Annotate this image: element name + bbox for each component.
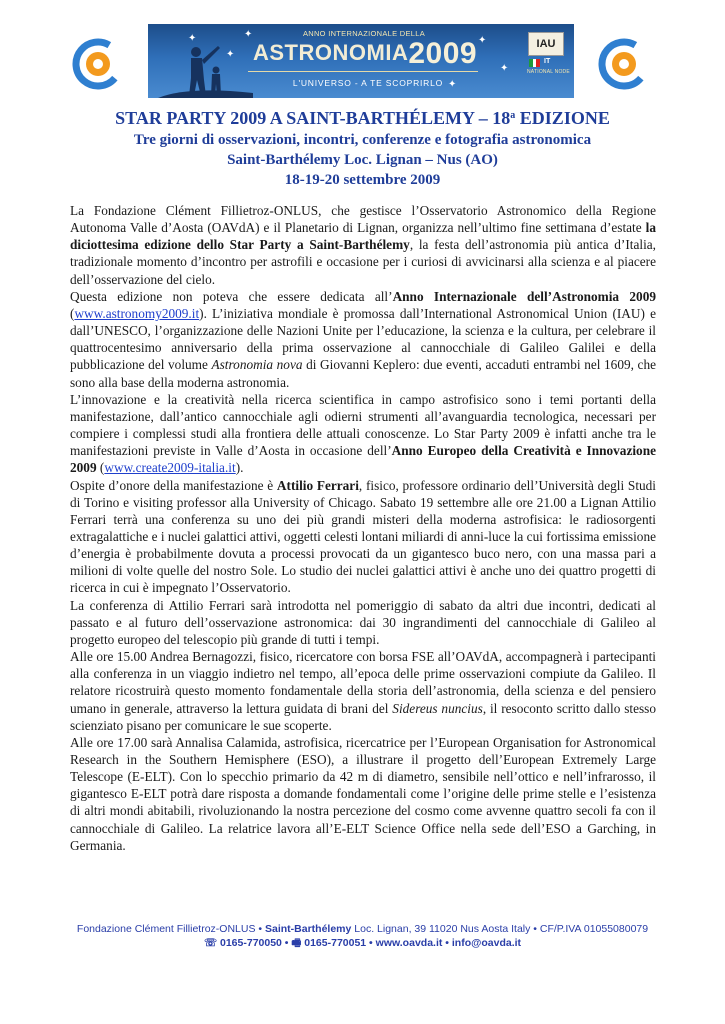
text-run-bold: Anno Europeo della Creatività e Innovazione 2009 xyxy=(70,443,656,476)
article-body xyxy=(70,202,656,854)
paragraph: La conferenza di Attilio Ferrari sarà introdotta nel pomeriggio di sabato da altri due incontri, dedicati al passato e al futuro dell’osservazione astronomica: dai 30 ingrandimenti del cannocchiale di Galileo al progetto europeo del telescopio più grande di tutti i tempi. xyxy=(70,597,656,647)
footer-fax: 0165-770051 xyxy=(301,937,367,949)
banner-top-text: ANNO INTERNAZIONALE DELLA xyxy=(302,29,426,38)
iau-logo: IAU xyxy=(528,32,564,56)
text-run: La Fondazione Clément Fillietroz-ONLUS, che gestisce l’Osservatorio Astronomico della Regione Autonoma Valle d’Aosta (OAVdA) e il Planetario di Lignan, organizza nell’ultimo fine settimana d’estate xyxy=(70,203,656,236)
footer-bullet: • xyxy=(366,937,376,949)
title-superscript: a xyxy=(510,110,516,121)
text-run: ( xyxy=(70,305,75,321)
text-run-bold: Anno Internazionale dell’Astronomia 2009 xyxy=(392,288,656,304)
footer-bullet: • xyxy=(530,923,540,935)
footer-vat: CF/P.IVA 01055080079 xyxy=(539,923,649,935)
footer-address-line xyxy=(0,922,725,936)
text-run: Ospite d’onore della manifestazione è xyxy=(70,477,277,493)
footer-website-link[interactable]: www.oavda.it xyxy=(375,937,443,949)
text-run-bold: Attilio Ferrari xyxy=(276,477,359,493)
event-dates: 18-19-20 settembre 2009 xyxy=(284,172,441,188)
paragraph xyxy=(70,648,656,734)
oavda-logo-icon xyxy=(598,38,650,90)
title-prefix: STAR PARTY 2009 A SAINT-BARTHÉLEMY – 18 xyxy=(115,108,511,128)
text-run-italic: Astronomia nova xyxy=(211,357,303,373)
footer-contact-line xyxy=(0,936,725,950)
title-suffix: EDIZIONE xyxy=(515,108,610,128)
banner-tagline: L'UNIVERSO - A TE SCOPRIRLO xyxy=(292,78,444,88)
page-title xyxy=(0,104,725,130)
banner-title xyxy=(253,37,477,71)
footer-bullet: • xyxy=(281,937,292,949)
title-block xyxy=(0,104,725,190)
text-run: , fisico, professore ordinario dell’Università degli Studi di Torino e visiting professor alla University of Chicago. Sabato 19 settembre alle ore 21.00 a Lignan Attilio Ferrari terrà una conferenza su uno dei più grandi misteri della moderna astrofisica: le radiosorgenti extragalattiche e i nuclei galattici attivi, oggetti celesti lontani miliardi di anni-luce la cui fortissima emissione d’energia è probabilmente dovuta a processi provocati da un gigantesco buco nero, con una massa pari a milioni di volte quelle del nostro Sole. Lo studio dei nuclei galattici attivi è anche uno dei quattro progetti di ricerca in cui è impegnato l’Osservatorio. xyxy=(70,477,657,596)
header xyxy=(0,24,725,98)
footer-address: Loc. Lignan, 39 11020 Nus Aosta Italy xyxy=(351,923,531,935)
text-run: Questa edizione non poteva che essere dedicata all’ xyxy=(70,288,393,304)
text-run: L’innovazione e la creatività nella ricerca scientifica in campo astrofisico sono i temi portanti della manifestazione, dall’antico cannocchiale agli odierni strumenti all’avanguardia tecnologica, necessari per compiere i complessi studi alla frontiera delle attuali conoscenze. Lo Star Party 2009 è infatti anche tra le manifestazioni previste in Valle d’Aosta in occasione dell’ xyxy=(70,391,656,459)
subtitle: Tre giorni di osservazioni, incontri, conferenze e fotografia astronomica xyxy=(133,132,592,148)
text-run: , la festa dell’astronomia più antica d’Italia, tradizionale momento d’incontro per astrofili e occasione per i curiosi di avvicinarsi alla scienza e al piacere dell’osservazione del cielo. xyxy=(70,237,656,287)
text-run: Alle ore 15.00 Andrea Bernagozzi, fisico, ricercatore con borsa FSE all’OAVdA, accompagnerà i partecipanti alla conferenza in un viaggio indietro nel tempo, all’epoca delle prime osservazioni compiute da Galileo. Il relatore ricostruirà questo momento fondamentale della storia dell’astronomia, della scienza e del pensiero umano in generale, attraverso la lettura guidata di brani del xyxy=(70,649,656,716)
paragraph xyxy=(70,202,656,288)
country-code: IT xyxy=(544,58,551,65)
footer-bullet: • xyxy=(255,923,265,935)
text-run-bold: la diciottesima edizione dello Star Party a Saint-Barthélemy xyxy=(70,220,656,253)
national-node-label: NATIONAL NODE xyxy=(527,69,570,75)
text-run: ( xyxy=(96,460,105,476)
location: Saint-Barthélemy Loc. Lignan – Nus (AO) xyxy=(227,152,498,168)
italian-flag-icon xyxy=(529,59,540,67)
footer xyxy=(0,922,725,950)
text-run: di Giovanni Keplero: due eventi, accaduti entrambi nel 1609, che sono alla base della moderna astronomia. xyxy=(70,357,656,390)
fax-icon: 🖷 xyxy=(291,937,302,949)
banner-title-text: ASTRONOMIA xyxy=(253,40,409,65)
phone-icon: ☏ xyxy=(203,937,218,949)
text-run: ). xyxy=(235,460,244,476)
paragraph: Alle ore 17.00 sarà Annalisa Calamida, astrofisica, ricercatrice per l’European Organisation for Astronomical Research in the Southern Hemisphere (ESO), a illustrare il progetto dell’European Extremely Large Telescope (E-ELT). Con lo specchio primario da 42 m di diametro, sensibile nell’ottico e nell’infrarosso, il gigantesco E-ELT potrà dare risposta a domande fondamentali come l’origine delle prime stelle e l’esistenza di altri mondi abitabili, rivoluzionando la nostra percezione del cosmo come avvenne quattro secoli fa con il cannocchiale di Galileo. La relatrice lavora all’E-ELT Science Office nella sede dell’ESO a Garching, in Germania. xyxy=(70,734,656,853)
astronomy-2009-banner: ✦ ✦ ✦ ✦ ✦ ✦ ANNO INTERNAZIONALE DELLA ASTRONOMIA2009 L'UNIVERSO - A TE SCOPRIRLO IAU IT NATIONAL NODE xyxy=(148,24,574,98)
footer-email-link[interactable]: info@oavda.it xyxy=(451,937,522,949)
banner-year: 2009 xyxy=(408,37,478,70)
footer-bullet: • xyxy=(442,937,452,949)
astronomy2009-link[interactable]: www.astronomy2009.it xyxy=(74,305,200,321)
banner-divider xyxy=(248,71,478,72)
text-run: ). L’iniziativa mondiale è promossa dall’International Astronomical Union (IAU) e dall’UNESCO, l’organizzazione delle Nazioni Unite per l’educazione, la scienza e la cultura, per celebrare il quattrocentesimo anniversario della prima osservazione al cannocchiale di Galileo Galilei e della pubblicazione del volume xyxy=(70,305,656,373)
paragraph xyxy=(70,288,656,391)
people-silhouette-icon xyxy=(158,38,253,98)
create2009-link[interactable]: www.create2009-italia.it xyxy=(104,460,236,476)
footer-phone[interactable]: 0165-770050 xyxy=(217,937,282,949)
paragraph xyxy=(70,477,656,597)
oavda-logo-icon xyxy=(72,38,124,90)
footer-locality: Saint-Barthélemy xyxy=(265,923,352,935)
footer-org: Fondazione Clément Fillietroz-ONLUS xyxy=(76,923,256,935)
text-run-italic: Sidereus nuncius xyxy=(392,700,483,716)
paragraph xyxy=(70,391,656,477)
text-run: , il resoconto scritto dallo stesso scienziato pisano per comunicare le sue scoperte. xyxy=(70,700,657,733)
